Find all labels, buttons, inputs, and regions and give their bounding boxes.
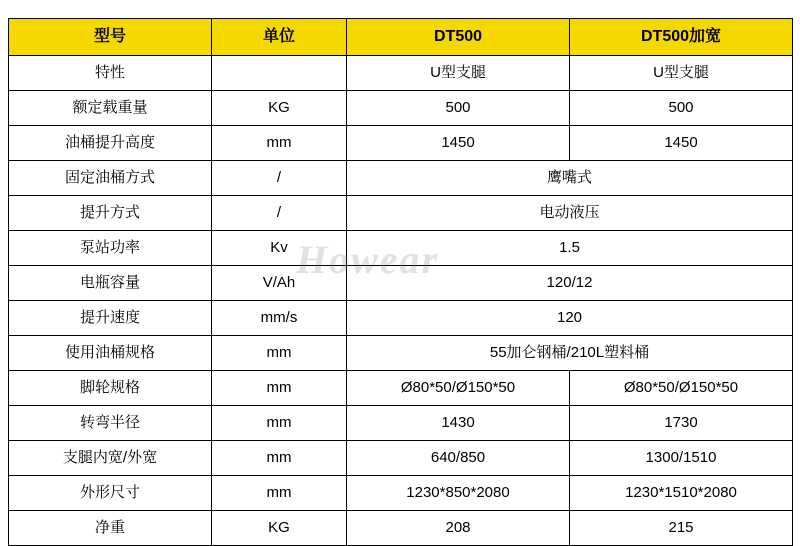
row-value-merged: 55加仑钢桶/210L塑料桶 — [347, 336, 793, 371]
spec-table-container — [8, 18, 792, 546]
row-label: 脚轮规格 — [9, 371, 212, 406]
row-value-merged: 电动液压 — [347, 196, 793, 231]
row-label: 支腿内宽/外宽 — [9, 441, 212, 476]
row-label: 固定油桶方式 — [9, 161, 212, 196]
row-value-dt500-wide: 500 — [570, 91, 793, 126]
row-value-dt500: 1430 — [347, 406, 570, 441]
row-unit: Kv — [212, 231, 347, 266]
row-value-dt500: 640/850 — [347, 441, 570, 476]
table-body — [9, 56, 793, 546]
row-label: 电瓶容量 — [9, 266, 212, 301]
row-label: 净重 — [9, 511, 212, 546]
column-header-model: 型号 — [9, 19, 212, 56]
row-label: 泵站功率 — [9, 231, 212, 266]
row-value-dt500-wide: U型支腿 — [570, 56, 793, 91]
row-value-dt500-wide: 1450 — [570, 126, 793, 161]
row-value-dt500: 1230*850*2080 — [347, 476, 570, 511]
table-row — [9, 301, 793, 336]
table-row — [9, 196, 793, 231]
column-header-dt500-wide: DT500加宽 — [570, 19, 793, 56]
row-value-dt500-wide: 1300/1510 — [570, 441, 793, 476]
column-header-unit: 单位 — [212, 19, 347, 56]
table-header-row — [9, 19, 793, 56]
row-value-dt500: 1450 — [347, 126, 570, 161]
row-unit: mm — [212, 336, 347, 371]
row-label: 转弯半径 — [9, 406, 212, 441]
row-value-merged: 120 — [347, 301, 793, 336]
row-unit: / — [212, 196, 347, 231]
row-unit: mm/s — [212, 301, 347, 336]
row-value-merged: 1.5 — [347, 231, 793, 266]
table-row — [9, 441, 793, 476]
row-value-dt500: U型支腿 — [347, 56, 570, 91]
table-row — [9, 161, 793, 196]
row-label: 提升方式 — [9, 196, 212, 231]
row-unit: mm — [212, 476, 347, 511]
row-label: 提升速度 — [9, 301, 212, 336]
table-row — [9, 266, 793, 301]
table-row — [9, 511, 793, 546]
row-label: 外形尺寸 — [9, 476, 212, 511]
row-value-dt500: 208 — [347, 511, 570, 546]
specification-table — [8, 18, 793, 546]
row-unit: KG — [212, 511, 347, 546]
row-unit: V/Ah — [212, 266, 347, 301]
row-value-dt500-wide: 215 — [570, 511, 793, 546]
table-row — [9, 406, 793, 441]
table-row — [9, 126, 793, 161]
column-header-dt500: DT500 — [347, 19, 570, 56]
table-row — [9, 56, 793, 91]
row-unit: mm — [212, 371, 347, 406]
row-value-dt500-wide: 1730 — [570, 406, 793, 441]
row-value-merged: 120/12 — [347, 266, 793, 301]
table-row — [9, 91, 793, 126]
row-value-dt500-wide: Ø80*50/Ø150*50 — [570, 371, 793, 406]
row-value-dt500: Ø80*50/Ø150*50 — [347, 371, 570, 406]
row-label: 使用油桶规格 — [9, 336, 212, 371]
row-unit: mm — [212, 441, 347, 476]
row-unit: / — [212, 161, 347, 196]
row-label: 油桶提升高度 — [9, 126, 212, 161]
table-row — [9, 336, 793, 371]
row-unit — [212, 56, 347, 91]
row-label: 额定载重量 — [9, 91, 212, 126]
watermark-text: Howear — [296, 237, 440, 282]
row-value-merged: 鹰嘴式 — [347, 161, 793, 196]
row-value-dt500: 500 — [347, 91, 570, 126]
row-label: 特性 — [9, 56, 212, 91]
table-row — [9, 371, 793, 406]
table-row — [9, 476, 793, 511]
row-unit: mm — [212, 126, 347, 161]
row-unit: mm — [212, 406, 347, 441]
row-unit: KG — [212, 91, 347, 126]
row-value-dt500-wide: 1230*1510*2080 — [570, 476, 793, 511]
table-row — [9, 231, 793, 266]
